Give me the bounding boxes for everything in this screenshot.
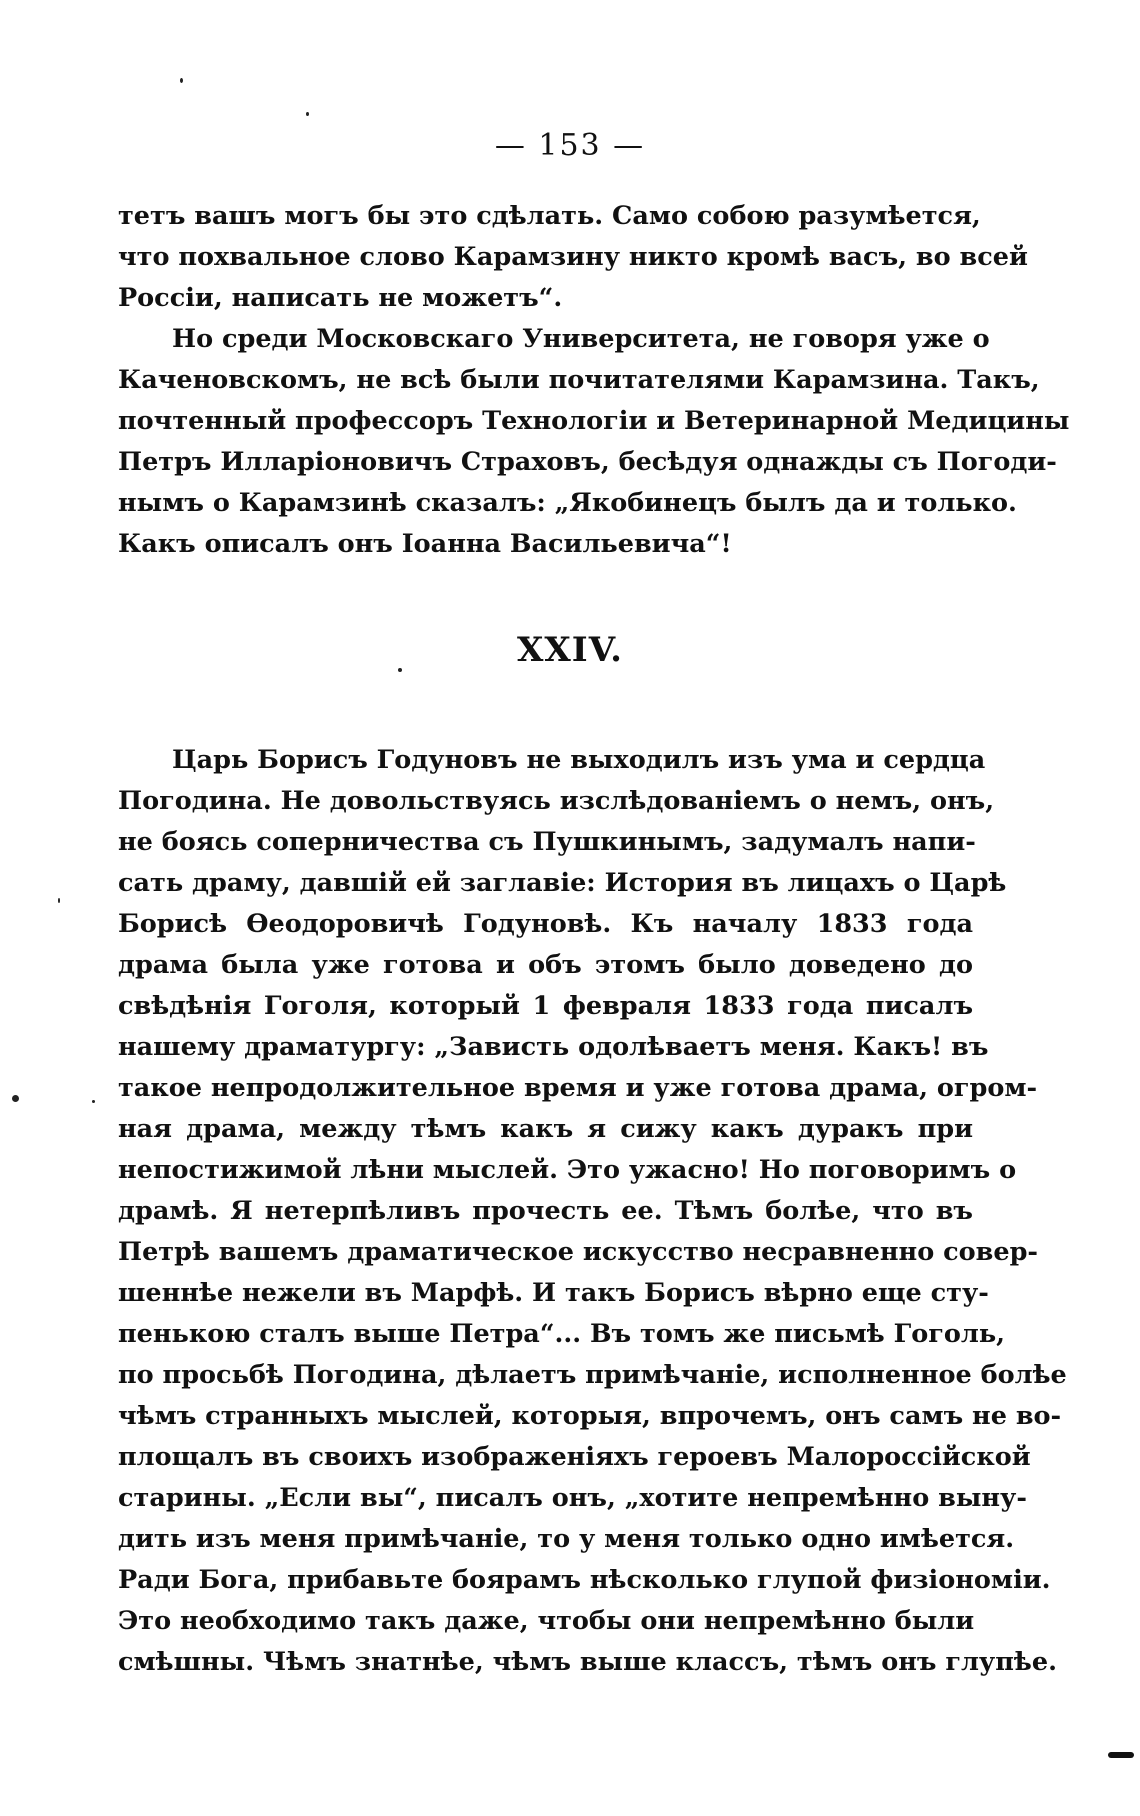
text-line: чѣмъ странныхъ мыслей, которыя, впрочемъ, онъ самъ не во- xyxy=(118,1401,1062,1431)
text-line: свѣдѣнія Гоголя, который 1 февраля 1833 года писалъ xyxy=(118,991,973,1021)
text-line: шеннѣе нежели въ Марфѣ. И такъ Борисъ вѣрно еще сту- xyxy=(118,1278,989,1308)
text-line: Царь Борисъ Годуновъ не выходилъ изъ ума и сердца xyxy=(172,745,986,775)
text-block-top xyxy=(118,196,1070,565)
text-line: дить изъ меня примѣчаніе, то у меня только одно имѣется. xyxy=(118,1524,1015,1554)
text-line: не боясь соперничества съ Пушкинымъ, задумалъ напи- xyxy=(118,827,976,857)
text-line: площалъ въ своихъ изображеніяхъ героевъ Малороссійской xyxy=(118,1442,1031,1472)
text-line: Ради Бога, прибавьте боярамъ нѣсколько глупой физіономіи. xyxy=(118,1565,1051,1595)
page-number: — 153 — xyxy=(494,128,646,163)
text-line: смѣшны. Чѣмъ знатнѣе, чѣмъ выше классъ, тѣмъ онъ глупѣе. xyxy=(118,1647,1057,1677)
text-line: по просьбѣ Погодина, дѣлаетъ примѣчаніе, исполненное болѣе xyxy=(118,1360,1067,1390)
text-line: драмѣ. Я нетерпѣливъ прочесть ее. Тѣмъ болѣе, что въ xyxy=(118,1196,973,1226)
text-line: пенькою сталъ выше Петра“... Въ томъ же письмѣ Гоголь, xyxy=(118,1319,1006,1349)
paragraph-karamzin xyxy=(118,319,1070,565)
paragraph-boris-godunov xyxy=(118,740,1067,1683)
text-line: Какъ описалъ онъ Іоанна Васильевича“! xyxy=(118,529,732,559)
text-line: сать драму, давшій ей заглавіе: История въ лицахъ о Царѣ xyxy=(118,868,1007,898)
section-heading: XXIV. xyxy=(517,630,623,670)
text-line: ная драма, между тѣмъ какъ я сижу какъ дуракъ при xyxy=(118,1114,973,1144)
text-line: что похвальное слово Карамзину никто кромѣ васъ, во всей xyxy=(118,242,1028,272)
scan-edge-mark xyxy=(1108,1752,1134,1758)
scan-speck xyxy=(398,668,402,672)
text-line: почтенный профессоръ Технологіи и Ветеринарной Медицины xyxy=(118,406,1070,436)
text-line: нашему драматургу: „Зависть одолѣваетъ меня. Какъ! въ xyxy=(118,1032,989,1062)
text-line: Россіи, написать не можетъ“. xyxy=(118,283,563,313)
scan-speck xyxy=(306,112,309,116)
text-line: Но среди Московскаго Университета, не говоря уже о xyxy=(172,324,990,354)
scan-speck xyxy=(58,898,60,903)
scan-speck xyxy=(12,1095,19,1102)
scan-speck xyxy=(180,78,183,83)
text-line: Борисѣ Ѳеодоровичѣ Годуновѣ. Къ началу 1833 года xyxy=(118,909,973,939)
text-line: Каченовскомъ, не всѣ были почитателями Карамзина. Такъ, xyxy=(118,365,1040,395)
text-line: Это необходимо такъ даже, чтобы они непремѣнно были xyxy=(118,1606,975,1636)
text-line: такое непродолжительное время и уже готова драма, огром- xyxy=(118,1073,1038,1103)
text-line: старины. „Если вы“, писалъ онъ, „хотите непремѣнно выну- xyxy=(118,1483,1027,1513)
text-line: Погодина. Не довольствуясь изслѣдованіемъ о немъ, онъ, xyxy=(118,786,995,816)
text-line: Петрѣ вашемъ драматическое искусство несравненно совер- xyxy=(118,1237,1038,1267)
text-line: драма была уже готова и объ этомъ было доведено до xyxy=(118,950,973,980)
text-line: тетъ вашъ могъ бы это сдѣлать. Само собою разумѣется, xyxy=(118,201,981,231)
text-line: нымъ о Карамзинѣ сказалъ: „Якобинецъ былъ да и только. xyxy=(118,488,1017,518)
scan-speck xyxy=(92,1100,95,1103)
text-block-bottom xyxy=(118,740,1067,1683)
text-line: непостижимой лѣни мыслей. Это ужасно! Но поговоримъ о xyxy=(118,1155,1017,1185)
text-line: Петръ Илларіоновичъ Страховъ, бесѣдуя однажды съ Погоди- xyxy=(118,447,1057,477)
paragraph-continuation xyxy=(118,196,1028,319)
